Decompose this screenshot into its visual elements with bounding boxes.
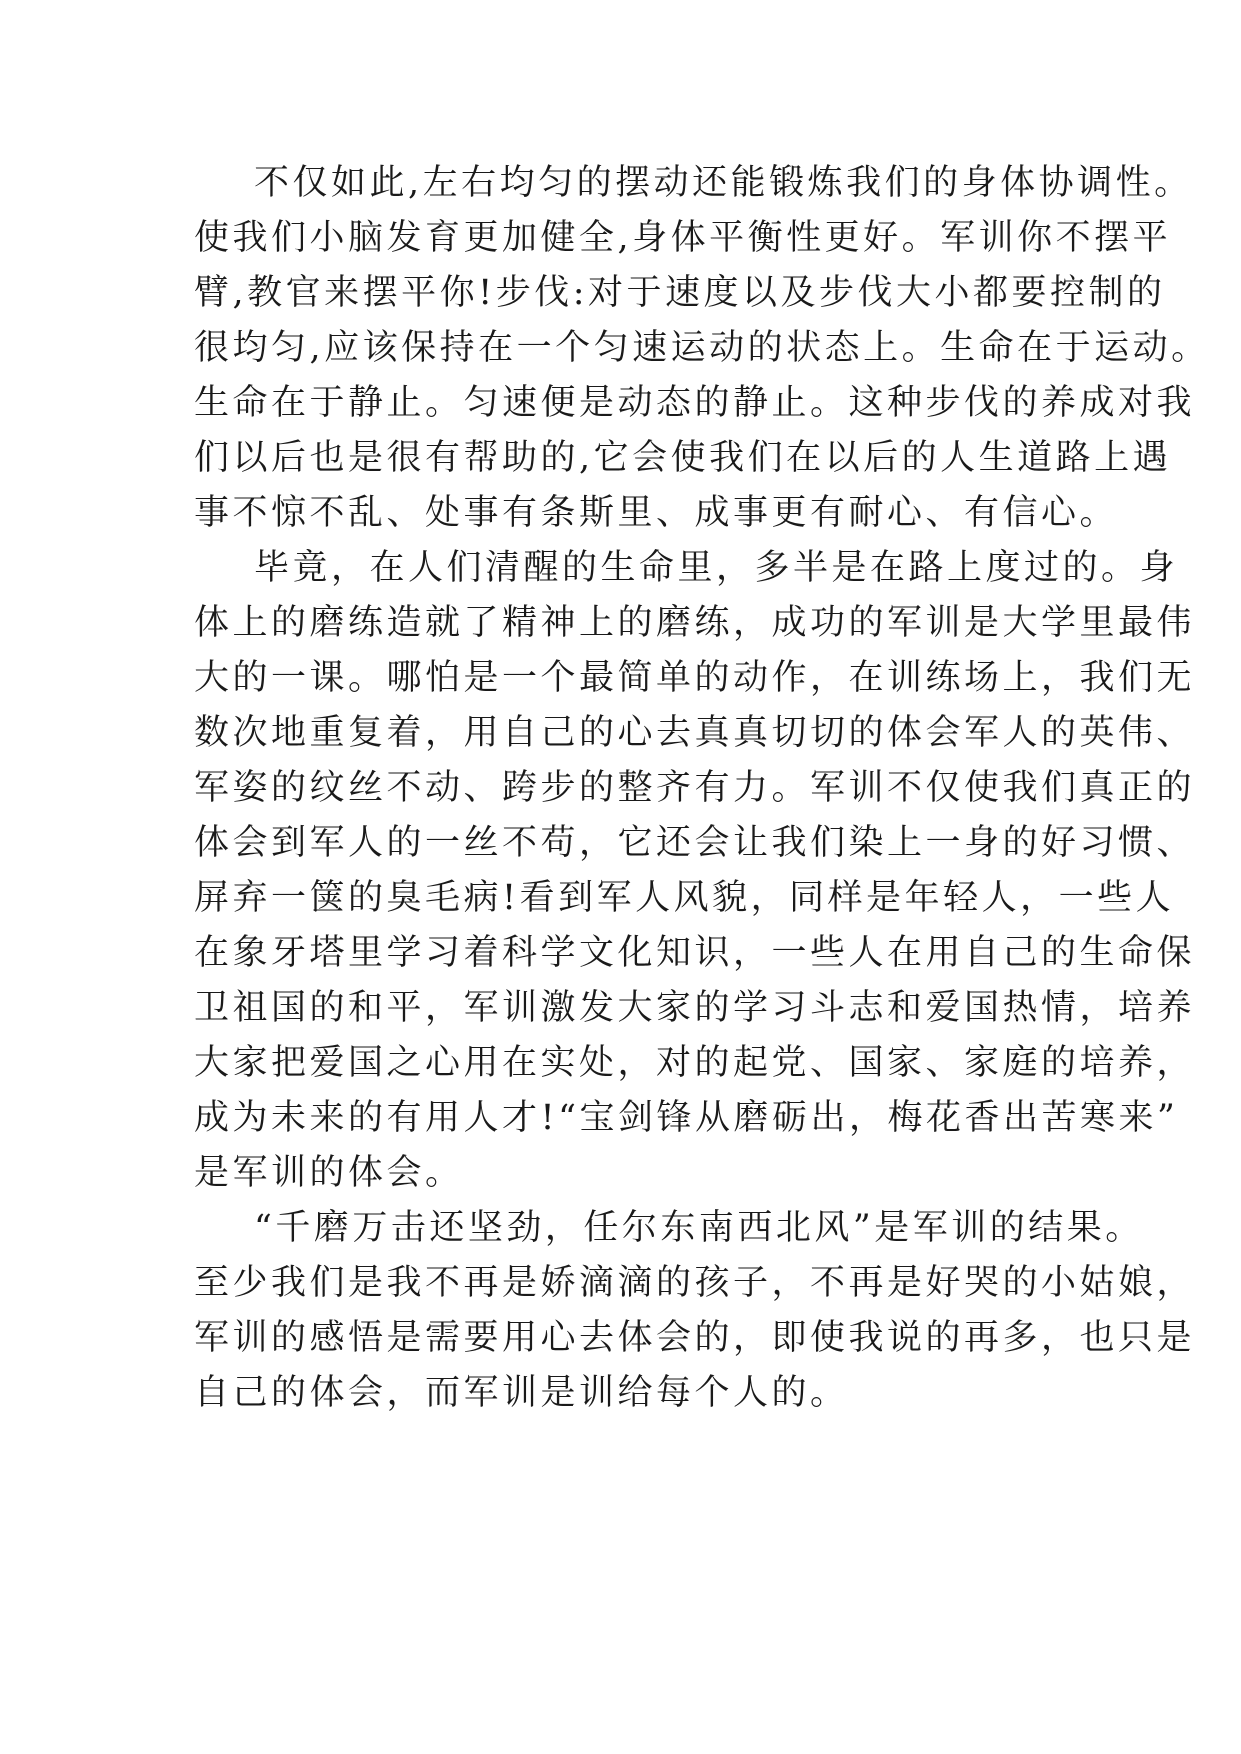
paragraph-3-line-1: “千磨万击还坚劲，任尔东南西北风”是军训的结果。 (254, 1208, 1144, 1248)
paragraph-2-line-7: 屏弃一箧的臭毛病!看到军人风貌，同样是年轻人，一些人 (194, 878, 1175, 918)
paragraph-1-line-5: 生命在于静止。匀速便是动态的静止。这种步伐的养成对我 (194, 383, 1196, 423)
paragraph-2-line-4: 数次地重复着，用自己的心去真真切切的体会军人的英伟、 (194, 713, 1196, 753)
paragraph-2-line-10: 大家把爱国之心用在实处，对的起党、国家、家庭的培养， (194, 1043, 1196, 1083)
body-text (194, 156, 1210, 1421)
paragraph-2-line-11: 成为未来的有用人才!“宝剑锋从磨砺出，梅花香出苦寒来” (194, 1098, 1179, 1138)
paragraph-2-line-12: 是军训的体会。 (194, 1153, 464, 1193)
paragraph-2-line-9: 卫祖国的和平，军训激发大家的学习斗志和爱国热情，培养 (194, 988, 1196, 1028)
paragraph-1-line-6: 们以后也是很有帮助的,它会使我们在以后的人生道路上遇 (194, 438, 1172, 478)
paragraph-2-line-6: 体会到军人的一丝不苟，它还会让我们染上一身的好习惯、 (194, 823, 1196, 863)
paragraph-3-line-2: 至少我们是我不再是娇滴滴的孩子，不再是好哭的小姑娘， (194, 1263, 1196, 1303)
paragraph-1-line-1: 不仅如此,左右均匀的摆动还能锻炼我们的身体协调性。 (254, 163, 1193, 203)
paragraph-1-line-7: 事不惊不乱、处事有条斯里、成事更有耐心、有信心。 (194, 493, 1119, 533)
paragraph-2-line-5: 军姿的纹丝不动、跨步的整齐有力。军训不仅使我们真正的 (194, 768, 1196, 808)
paragraph-1-line-4: 很均匀,应该保持在一个匀速运动的状态上。生命在于运动。 (194, 328, 1210, 368)
paragraph-2-line-1: 毕竟，在人们清醒的生命里，多半是在路上度过的。身 (254, 548, 1179, 588)
paragraph-3-line-3: 军训的感悟是需要用心去体会的，即使我说的再多，也只是 (194, 1318, 1196, 1358)
paragraph-2-line-2: 体上的磨练造就了精神上的磨练，成功的军训是大学里最伟 (194, 603, 1196, 643)
paragraph-3-line-4: 自己的体会，而军训是训给每个人的。 (194, 1373, 849, 1413)
paragraph-2-line-3: 大的一课。哪怕是一个最简单的动作，在训练场上，我们无 (194, 658, 1196, 698)
paragraph-2-line-8: 在象牙塔里学习着科学文化知识，一些人在用自己的生命保 (194, 933, 1196, 973)
paragraph-1-line-2: 使我们小脑发育更加健全,身体平衡性更好。军训你不摆平 (194, 218, 1172, 258)
paragraph-1-line-3: 臂,教官来摆平你!步伐:对于速度以及步伐大小都要控制的 (194, 273, 1166, 313)
